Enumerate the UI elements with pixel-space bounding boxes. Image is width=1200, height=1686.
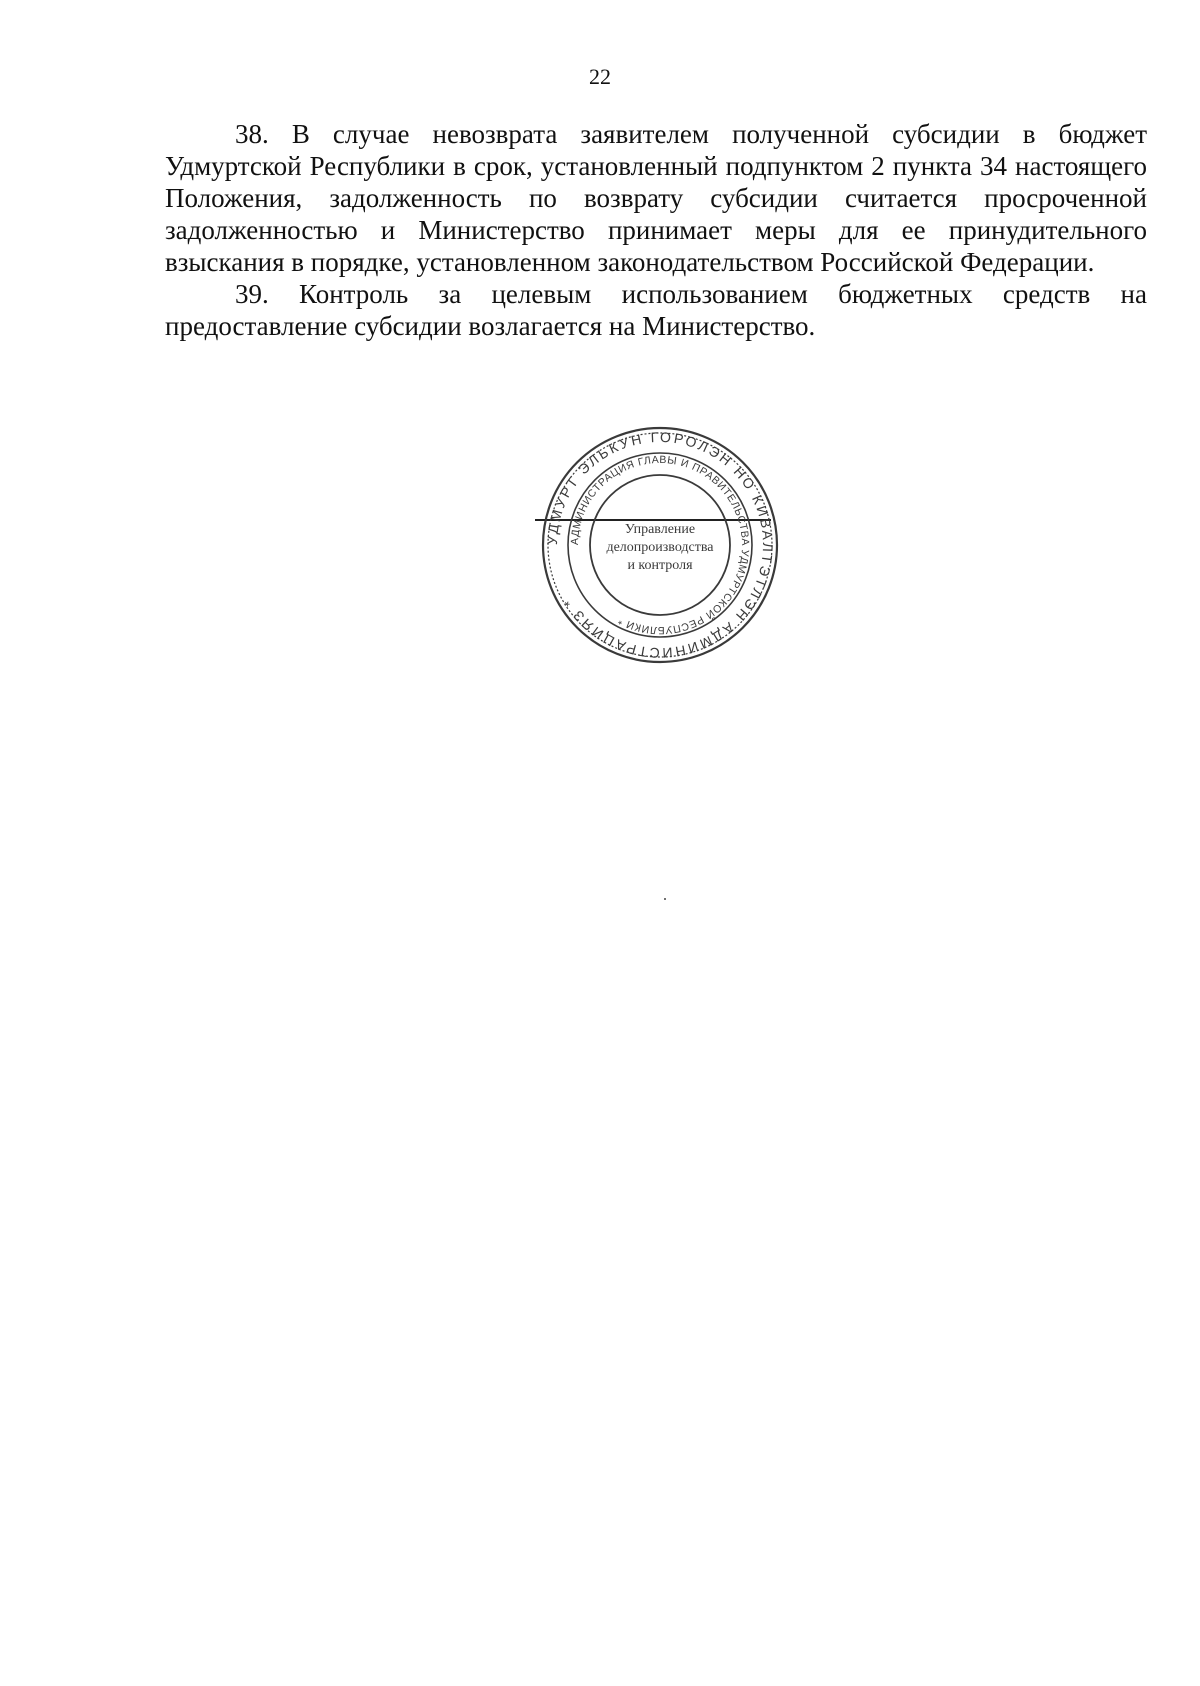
seal-inner-text: АДМИНИСТРАЦИЯ ГЛАВЫ И ПРАВИТЕЛЬСТВА УДМУРТСКОЙ РЕСПУБЛИКИ * [568,453,752,637]
seal-outer-text: УДМУРТ ЭЛЬКУН ГОРОЛЭН НО КИВАЛТЭТЛЭН АДМИНИСТРАЦИЯЗ * [543,428,777,662]
seal-center-line-2: делопроизводства [606,540,714,555]
seal-center-line-1: Управление [624,522,696,537]
page-number: 22 [589,64,611,89]
seal-center-line-3: и контроля [627,558,693,573]
document-body [165,118,1147,342]
paragraph-39: 39. Контроль за целевым использованием бюджетных средств на предоставление субсидии возлагается на Министерство. [165,279,1147,341]
scan-speck [664,898,666,900]
paragraph-38: 38. В случае невозврата заявителем полученной субсидии в бюджет Удмуртской Республики в срок, установленный подпунктом 2 пункта 34 настоящего Положения, задолженность по возврату субсидии считается просроченной задолженностью и Министерство принимает меры для ее принудительного взыскания в порядке, установленном законодательством Российской Федерации. [165,119,1147,277]
official-seal [540,425,780,665]
